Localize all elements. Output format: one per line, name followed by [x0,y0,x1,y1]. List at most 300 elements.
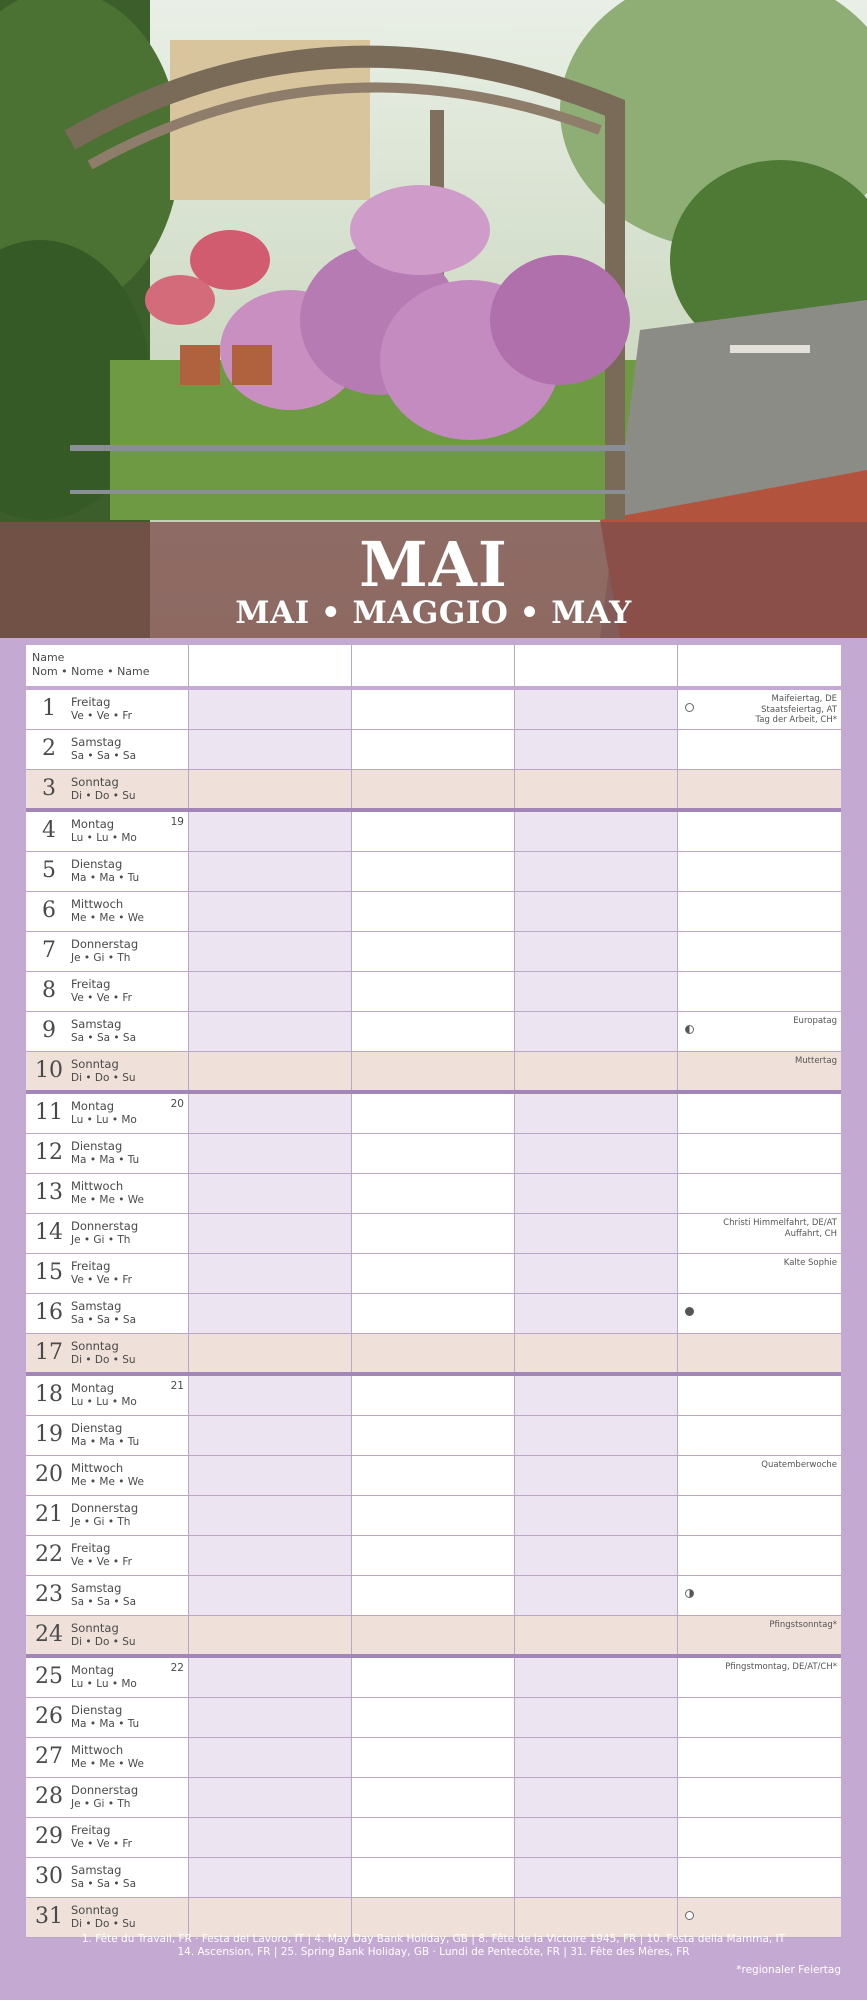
person-4-entry-cell[interactable] [678,1294,841,1333]
day-number: 29 [35,1824,63,1849]
weekday-abbreviations: Sa • Sa • Sa [71,750,137,762]
day-number: 6 [42,898,56,923]
person-2-entry-cell[interactable] [352,892,515,931]
day-row [26,932,841,972]
day-label-cell [26,1134,189,1173]
person-1-entry-cell[interactable] [189,1818,352,1857]
person-2-entry-cell[interactable] [352,1496,515,1535]
weekday-abbreviations: Ma • Ma • Tu [71,872,140,884]
weekday-name: Freitag [71,977,111,991]
weekday-abbreviations: Je • Gi • Th [71,952,131,964]
day-number: 15 [35,1260,63,1285]
day-row [26,972,841,1012]
person-3-entry-cell[interactable] [515,1858,678,1897]
person-3-entry-cell[interactable] [515,1254,678,1293]
day-label-cell [26,1094,189,1133]
weekday-name: Freitag [71,695,111,709]
day-number: 25 [35,1664,63,1689]
day-number: 7 [42,938,56,963]
person-4-entry-cell[interactable] [678,1698,841,1737]
day-number: 20 [35,1462,63,1487]
weekday-name: Sonntag [71,1903,119,1917]
day-label-cell [26,1456,189,1495]
day-row [26,1134,841,1174]
month-title: MAI [359,528,508,601]
weekday-abbreviations: Lu • Lu • Mo [71,1678,137,1690]
person-2-entry-cell[interactable] [352,1376,515,1415]
weekday-abbreviations: Ve • Ve • Fr [71,1838,132,1850]
holiday-note: Pfingstmontag, DE/AT/CH* [725,1662,837,1672]
moon-phase-full-icon [685,703,694,712]
person-4-entry-cell[interactable] [678,1496,841,1535]
person-1-entry-cell[interactable] [189,1416,352,1455]
name-field-3[interactable] [515,645,678,686]
weekday-abbreviations: Sa • Sa • Sa [71,1032,137,1044]
day-number: 5 [42,858,56,883]
person-2-entry-cell[interactable] [352,730,515,769]
weekday-abbreviations: Ma • Ma • Tu [71,1154,140,1166]
day-number: 13 [35,1180,63,1205]
day-number: 9 [42,1018,56,1043]
day-number: 21 [35,1502,63,1527]
person-3-entry-cell[interactable] [515,1134,678,1173]
person-2-entry-cell[interactable] [352,852,515,891]
person-4-entry-cell[interactable] [678,730,841,769]
person-4-entry-cell[interactable] [678,770,841,808]
moon-phase-first-icon [685,1589,694,1598]
day-label-cell [26,892,189,931]
person-2-entry-cell[interactable] [352,1536,515,1575]
holiday-note: Maifeiertag, DE Staatsfeiertag, AT Tag der Arbeit, CH* [755,694,837,725]
day-label-cell [26,1174,189,1213]
day-label-cell [26,972,189,1011]
weekday-name: Sonntag [71,1339,119,1353]
person-1-entry-cell[interactable] [189,1254,352,1293]
person-3-entry-cell[interactable] [515,1376,678,1415]
person-1-entry-cell[interactable] [189,1496,352,1535]
person-3-entry-cell[interactable] [515,1174,678,1213]
weekday-abbreviations: Sa • Sa • Sa [71,1596,137,1608]
person-4-entry-cell[interactable] [678,1174,841,1213]
person-4-entry-cell[interactable] [678,1134,841,1173]
moon-phase-new-icon [685,1307,694,1316]
person-2-entry-cell[interactable] [352,1616,515,1654]
person-2-entry-cell[interactable] [352,1214,515,1253]
day-label-cell [26,1536,189,1575]
person-2-entry-cell[interactable] [352,1818,515,1857]
person-1-entry-cell[interactable] [189,1658,352,1697]
person-3-entry-cell[interactable] [515,1456,678,1495]
weekday-abbreviations: Me • Me • We [71,1476,145,1488]
weekday-name: Freitag [71,1541,111,1555]
day-label-cell [26,1616,189,1654]
day-label-cell [26,730,189,769]
calendar-grid [26,645,841,1938]
name-header-row [26,645,841,686]
weekday-abbreviations: Ma • Ma • Tu [71,1436,140,1448]
day-number: 14 [35,1220,63,1245]
day-row [26,1456,841,1496]
calendar-week-number: 20 [170,1098,184,1110]
day-row [26,1094,841,1134]
weekday-abbreviations: Ve • Ve • Fr [71,1274,132,1286]
weekday-name: Sonntag [71,775,119,789]
person-3-entry-cell[interactable] [515,1818,678,1857]
weekday-name: Donnerstag [71,937,139,951]
header-photo [0,0,867,638]
person-2-entry-cell[interactable] [352,1698,515,1737]
day-label-cell [26,932,189,971]
person-3-entry-cell[interactable] [515,1214,678,1253]
day-row [26,1658,841,1698]
person-3-entry-cell[interactable] [515,770,678,808]
person-1-entry-cell[interactable] [189,690,352,729]
day-row [26,1818,841,1858]
day-row [26,1052,841,1094]
weekday-abbreviations: Di • Do • Su [71,1072,136,1084]
name-label-cell [26,645,189,686]
day-row [26,1898,841,1938]
person-4-entry-cell[interactable] [678,1456,841,1495]
weekday-name: Dienstag [71,1703,123,1717]
person-3-entry-cell[interactable] [515,932,678,971]
weekday-name: Samstag [71,735,122,749]
day-number: 27 [35,1744,63,1769]
person-4-entry-cell[interactable] [678,1416,841,1455]
moon-phase-last-icon [685,1025,694,1034]
person-4-entry-cell[interactable] [678,1818,841,1857]
person-2-entry-cell[interactable] [352,770,515,808]
person-2-entry-cell[interactable] [352,812,515,851]
weekday-abbreviations: Je • Gi • Th [71,1798,131,1810]
day-row [26,1616,841,1658]
name-label-translations: Nom • Nome • Name [32,665,150,678]
person-3-entry-cell[interactable] [515,1052,678,1090]
person-3-entry-cell[interactable] [515,1658,678,1697]
day-number: 10 [35,1058,63,1083]
day-row [26,1536,841,1576]
person-4-entry-cell[interactable] [678,1738,841,1777]
person-3-entry-cell[interactable] [515,730,678,769]
day-number: 24 [35,1622,63,1647]
person-4-entry-cell[interactable] [678,1858,841,1897]
day-number: 26 [35,1704,63,1729]
person-3-entry-cell[interactable] [515,1334,678,1372]
person-1-entry-cell[interactable] [189,972,352,1011]
day-row [26,690,841,730]
person-4-entry-cell[interactable] [678,1576,841,1615]
day-number: 31 [35,1904,63,1929]
day-label-cell [26,1416,189,1455]
person-1-entry-cell[interactable] [189,1334,352,1372]
person-4-entry-cell[interactable] [678,1898,841,1937]
day-label-cell [26,1052,189,1090]
weekday-abbreviations: Lu • Lu • Mo [71,1114,137,1126]
person-4-entry-cell[interactable] [678,1254,841,1293]
weekday-abbreviations: Ve • Ve • Fr [71,1556,132,1568]
weekday-abbreviations: Di • Do • Su [71,1354,136,1366]
person-2-entry-cell[interactable] [352,1094,515,1133]
day-row [26,1778,841,1818]
person-3-entry-cell[interactable] [515,1778,678,1817]
holiday-note: Pfingstsonntag* [769,1620,837,1630]
weekday-abbreviations: Ma • Ma • Tu [71,1718,140,1730]
person-2-entry-cell[interactable] [352,1778,515,1817]
person-2-entry-cell[interactable] [352,932,515,971]
holiday-footer-line-1: 1. Fête du Travail, FR · Festa del Lavoro, IT | 4. May Day Bank Holiday, GB | 8. Fête de la Victoire 1945, FR | 10. Festa della Mamma, IT [81,1933,786,1945]
person-4-entry-cell[interactable] [678,852,841,891]
person-1-entry-cell[interactable] [189,1616,352,1654]
day-row [26,1698,841,1738]
holiday-footer [26,1933,841,1959]
person-1-entry-cell[interactable] [189,1456,352,1495]
person-1-entry-cell[interactable] [189,1012,352,1051]
weekday-name: Mittwoch [71,1743,124,1757]
day-row [26,1858,841,1898]
day-label-cell [26,1376,189,1415]
person-1-entry-cell[interactable] [189,1052,352,1090]
name-field-4[interactable] [678,645,841,686]
person-2-entry-cell[interactable] [352,1334,515,1372]
day-number: 3 [42,776,56,801]
weekday-name: Dienstag [71,1139,123,1153]
day-row [26,892,841,932]
person-2-entry-cell[interactable] [352,1858,515,1897]
person-4-entry-cell[interactable] [678,892,841,931]
weekday-abbreviations: Je • Gi • Th [71,1234,131,1246]
day-row [26,770,841,812]
person-3-entry-cell[interactable] [515,812,678,851]
day-label-cell [26,770,189,808]
day-label-cell [26,1254,189,1293]
person-1-entry-cell[interactable] [189,1576,352,1615]
person-4-entry-cell[interactable] [678,1616,841,1654]
person-3-entry-cell[interactable] [515,1294,678,1333]
person-2-entry-cell[interactable] [352,1416,515,1455]
weekday-name: Sonntag [71,1057,119,1071]
day-number: 30 [35,1864,63,1889]
person-2-entry-cell[interactable] [352,1456,515,1495]
person-2-entry-cell[interactable] [352,1052,515,1090]
day-number: 1 [42,696,56,721]
day-label-cell [26,1858,189,1897]
person-3-entry-cell[interactable] [515,1898,678,1937]
weekday-name: Samstag [71,1581,122,1595]
person-2-entry-cell[interactable] [352,1294,515,1333]
weekday-name: Montag [71,1663,115,1677]
weekday-abbreviations: Lu • Lu • Mo [71,832,137,844]
person-3-entry-cell[interactable] [515,1738,678,1777]
holiday-footer-line-2: 14. Ascension, FR | 25. Spring Bank Holiday, GB · Lundi de Pentecôte, FR | 31. Fête des Mères, FR [177,1946,690,1958]
person-3-entry-cell[interactable] [515,1576,678,1615]
day-label-cell [26,1012,189,1051]
person-1-entry-cell[interactable] [189,770,352,808]
day-row [26,1254,841,1294]
weekday-name: Montag [71,817,115,831]
person-2-entry-cell[interactable] [352,972,515,1011]
weekday-name: Montag [71,1381,115,1395]
calendar-week-number: 19 [170,816,184,828]
person-3-entry-cell[interactable] [515,1698,678,1737]
holiday-note: Europatag [793,1016,837,1026]
person-4-entry-cell[interactable] [678,1778,841,1817]
weekday-abbreviations: Ve • Ve • Fr [71,710,132,722]
person-4-entry-cell[interactable] [678,1334,841,1372]
person-1-entry-cell[interactable] [189,892,352,931]
day-label-cell [26,1334,189,1372]
day-row [26,1214,841,1254]
day-number: 12 [35,1140,63,1165]
person-4-entry-cell[interactable] [678,972,841,1011]
holiday-note: Muttertag [794,1056,837,1066]
name-field-1[interactable] [189,645,352,686]
month-subtitle: MAI • MAGGIO • MAY [235,595,632,631]
weekday-name: Samstag [71,1017,122,1031]
person-1-entry-cell[interactable] [189,1134,352,1173]
day-number: 16 [35,1300,63,1325]
day-label-cell [26,1294,189,1333]
person-1-entry-cell[interactable] [189,812,352,851]
regional-holiday-footnote: *regionaler Feiertag [736,1964,841,1976]
weekday-abbreviations: Lu • Lu • Mo [71,1396,137,1408]
day-label-cell [26,690,189,729]
person-1-entry-cell[interactable] [189,1536,352,1575]
day-label-cell [26,1496,189,1535]
weekday-name: Donnerstag [71,1219,139,1233]
person-1-entry-cell[interactable] [189,1738,352,1777]
day-number: 17 [35,1340,63,1365]
person-1-entry-cell[interactable] [189,1858,352,1897]
weekday-abbreviations: Di • Do • Su [71,790,136,802]
day-row [26,1576,841,1616]
weekday-name: Dienstag [71,857,123,871]
weekday-name: Samstag [71,1299,122,1313]
weekday-abbreviations: Me • Me • We [71,1194,145,1206]
person-2-entry-cell[interactable] [352,1174,515,1213]
person-2-entry-cell[interactable] [352,1012,515,1051]
person-1-entry-cell[interactable] [189,1778,352,1817]
person-2-entry-cell[interactable] [352,1576,515,1615]
weekday-abbreviations: Di • Do • Su [71,1636,136,1648]
calendar-week-number: 21 [170,1380,184,1392]
weekday-name: Donnerstag [71,1501,139,1515]
month-banner [0,522,867,638]
person-3-entry-cell[interactable] [515,690,678,729]
person-1-entry-cell[interactable] [189,1898,352,1937]
person-4-entry-cell[interactable] [678,1376,841,1415]
weekday-abbreviations: Me • Me • We [71,912,145,924]
day-label-cell [26,812,189,851]
person-2-entry-cell[interactable] [352,690,515,729]
person-4-entry-cell[interactable] [678,1094,841,1133]
weekday-abbreviations: Me • Me • We [71,1758,145,1770]
day-number: 19 [35,1422,63,1447]
person-3-entry-cell[interactable] [515,972,678,1011]
weekday-name: Mittwoch [71,1179,124,1193]
day-number: 2 [42,736,56,761]
day-row [26,730,841,770]
person-4-entry-cell[interactable] [678,1052,841,1090]
person-1-entry-cell[interactable] [189,1214,352,1253]
weekday-abbreviations: Je • Gi • Th [71,1516,131,1528]
weekday-abbreviations: Ve • Ve • Fr [71,992,132,1004]
day-row [26,1174,841,1214]
day-row [26,812,841,852]
person-2-entry-cell[interactable] [352,1658,515,1697]
weekday-abbreviations: Sa • Sa • Sa [71,1878,137,1890]
holiday-note: Christi Himmelfahrt, DE/AT Auffahrt, CH [723,1218,837,1239]
person-3-entry-cell[interactable] [515,1416,678,1455]
person-3-entry-cell[interactable] [515,852,678,891]
day-row [26,1738,841,1778]
name-label: Name [32,651,65,664]
person-3-entry-cell[interactable] [515,1094,678,1133]
weekday-abbreviations: Di • Do • Su [71,1918,136,1930]
calendar-week-number: 22 [170,1662,184,1674]
person-1-entry-cell[interactable] [189,1294,352,1333]
day-label-cell [26,1898,189,1937]
person-4-entry-cell[interactable] [678,1536,841,1575]
day-label-cell [26,1214,189,1253]
day-number: 23 [35,1582,63,1607]
day-row [26,1416,841,1456]
person-2-entry-cell[interactable] [352,1134,515,1173]
day-row [26,1496,841,1536]
day-number: 11 [35,1100,63,1125]
day-label-cell [26,1738,189,1777]
person-4-entry-cell[interactable] [678,1214,841,1253]
person-1-entry-cell[interactable] [189,1174,352,1213]
person-2-entry-cell[interactable] [352,1738,515,1777]
day-number: 8 [42,978,56,1003]
day-label-cell [26,1698,189,1737]
person-4-entry-cell[interactable] [678,690,841,729]
person-3-entry-cell[interactable] [515,892,678,931]
person-3-entry-cell[interactable] [515,1496,678,1535]
weekday-name: Samstag [71,1863,122,1877]
weekday-name: Mittwoch [71,897,124,911]
day-number: 22 [35,1542,63,1567]
person-2-entry-cell[interactable] [352,1898,515,1937]
person-3-entry-cell[interactable] [515,1012,678,1051]
person-4-entry-cell[interactable] [678,932,841,971]
person-1-entry-cell[interactable] [189,1376,352,1415]
person-2-entry-cell[interactable] [352,1254,515,1293]
name-field-2[interactable] [352,645,515,686]
person-1-entry-cell[interactable] [189,730,352,769]
person-3-entry-cell[interactable] [515,1616,678,1654]
person-4-entry-cell[interactable] [678,1012,841,1051]
day-label-cell [26,1658,189,1697]
person-4-entry-cell[interactable] [678,1658,841,1697]
person-1-entry-cell[interactable] [189,932,352,971]
holiday-note: Quatemberwoche [761,1460,837,1470]
weekday-abbreviations: Sa • Sa • Sa [71,1314,137,1326]
person-1-entry-cell[interactable] [189,1094,352,1133]
person-1-entry-cell[interactable] [189,1698,352,1737]
weekday-name: Freitag [71,1259,111,1273]
moon-phase-full-icon [685,1911,694,1920]
person-3-entry-cell[interactable] [515,1536,678,1575]
day-row [26,1012,841,1052]
person-1-entry-cell[interactable] [189,852,352,891]
person-4-entry-cell[interactable] [678,812,841,851]
day-label-cell [26,1778,189,1817]
weekday-name: Mittwoch [71,1461,124,1475]
holiday-note: Kalte Sophie [783,1258,837,1268]
day-label-cell [26,1818,189,1857]
weekday-name: Donnerstag [71,1783,139,1797]
